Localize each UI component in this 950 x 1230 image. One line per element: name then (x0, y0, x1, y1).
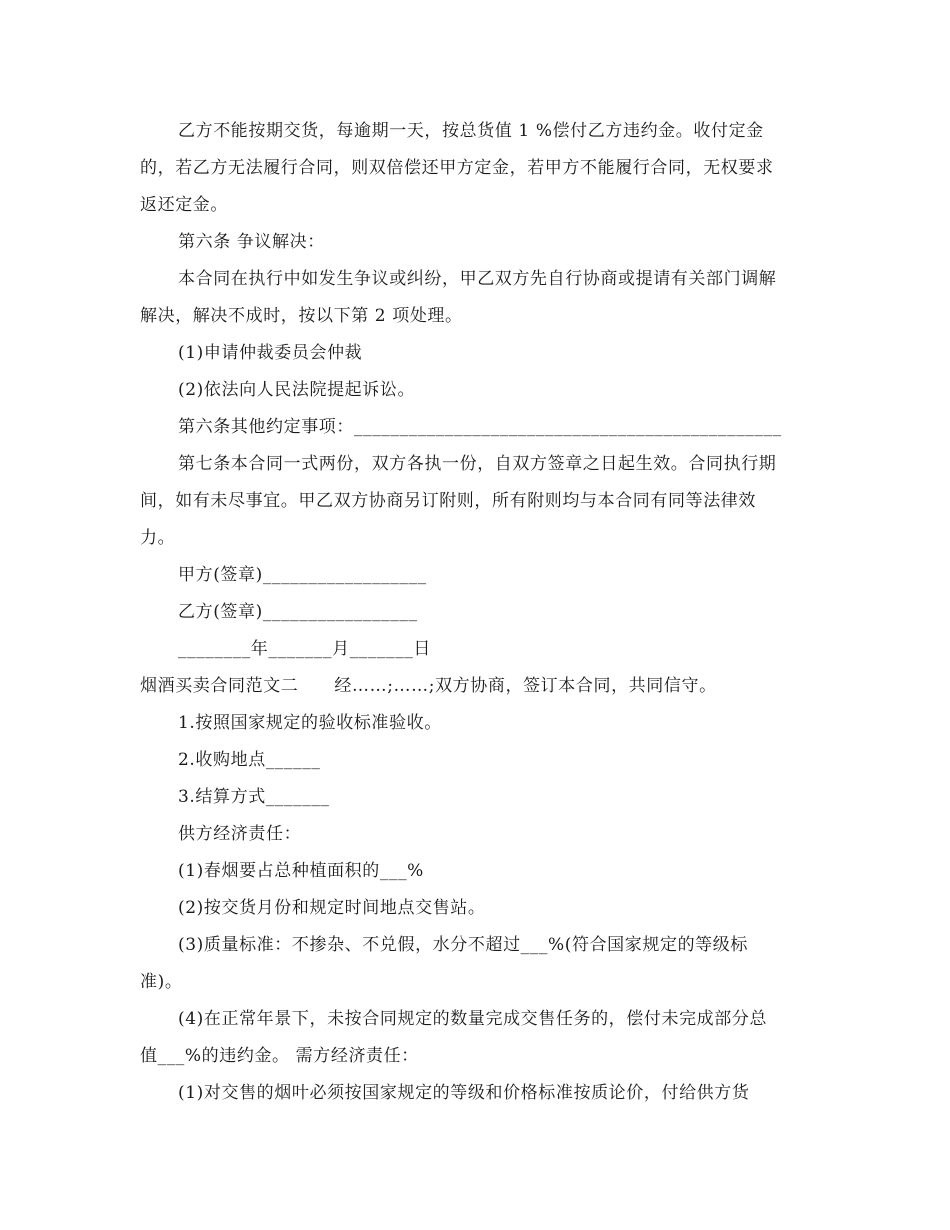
list-item: 3.结算方式_______ (178, 787, 330, 807)
list-item: (4)在正常年景下，未按合同规定的数量完成交售任务的，偿付未完成部分总 (178, 1009, 768, 1029)
section-heading: 第六条其他约定事项：_______________________________________________ (178, 417, 782, 437)
text-line: 乙方不能按期交货，每逾期一天，按总货值 1 %偿付乙方违约金。收付定金 (178, 121, 764, 141)
list-item: (1)对交售的烟叶必须按国家规定的等级和价格标准按质论价，付给供方货 (178, 1083, 750, 1103)
list-item: (1)申请仲裁委员会仲裁 (178, 343, 363, 363)
list-item: (1)春烟要占总种植面积的___% (178, 861, 424, 881)
text-line: 力。 (140, 528, 176, 548)
text-line: 间，如有未尽事宜。甲乙双方协商另订附则，所有附则均与本合同有同等法律效 (140, 491, 756, 511)
date-line: ________年_______月_______日 (178, 639, 431, 659)
text-line: 准)。 (140, 972, 183, 992)
text-line: 本合同在执行中如发生争议或纠纷，甲乙双方先自行协商或提请有关部门调解 (178, 269, 777, 289)
section-heading: 第六条 争议解决： (178, 232, 325, 252)
text-line: 第七条本合同一式两份，双方各执一份，自双方签章之日起生效。合同执行期 (178, 454, 777, 474)
list-item: (2)按交货月份和规定时间地点交售站。 (178, 898, 486, 918)
contract-title-line: 烟酒买卖合同范文二 经……;……;双方协商，签订本合同，共同信守。 (140, 676, 717, 696)
signature-line-party-b: 乙方(签章)_________________ (178, 602, 418, 622)
list-item: (2)依法向人民法院提起诉讼。 (178, 380, 416, 400)
text-line: 解决，解决不成时，按以下第 2 项处理。 (140, 306, 463, 326)
section-heading: 供方经济责任： (178, 824, 302, 844)
signature-line-party-a: 甲方(签章)__________________ (178, 565, 427, 585)
list-item: 1.按照国家规定的验收标准验收。 (178, 713, 442, 733)
text-line: 值___%的违约金。 需方经济责任： (140, 1046, 419, 1066)
list-item: 2.收购地点______ (178, 750, 321, 770)
text-line: 返还定金。 (140, 195, 228, 215)
text-line: 的，若乙方无法履行合同，则双倍偿还甲方定金，若甲方不能履行合同，无权要求 (140, 158, 774, 178)
list-item: (3)质量标准：不掺杂、不兑假，水分不超过___%(符合国家规定的等级标 (178, 935, 748, 955)
